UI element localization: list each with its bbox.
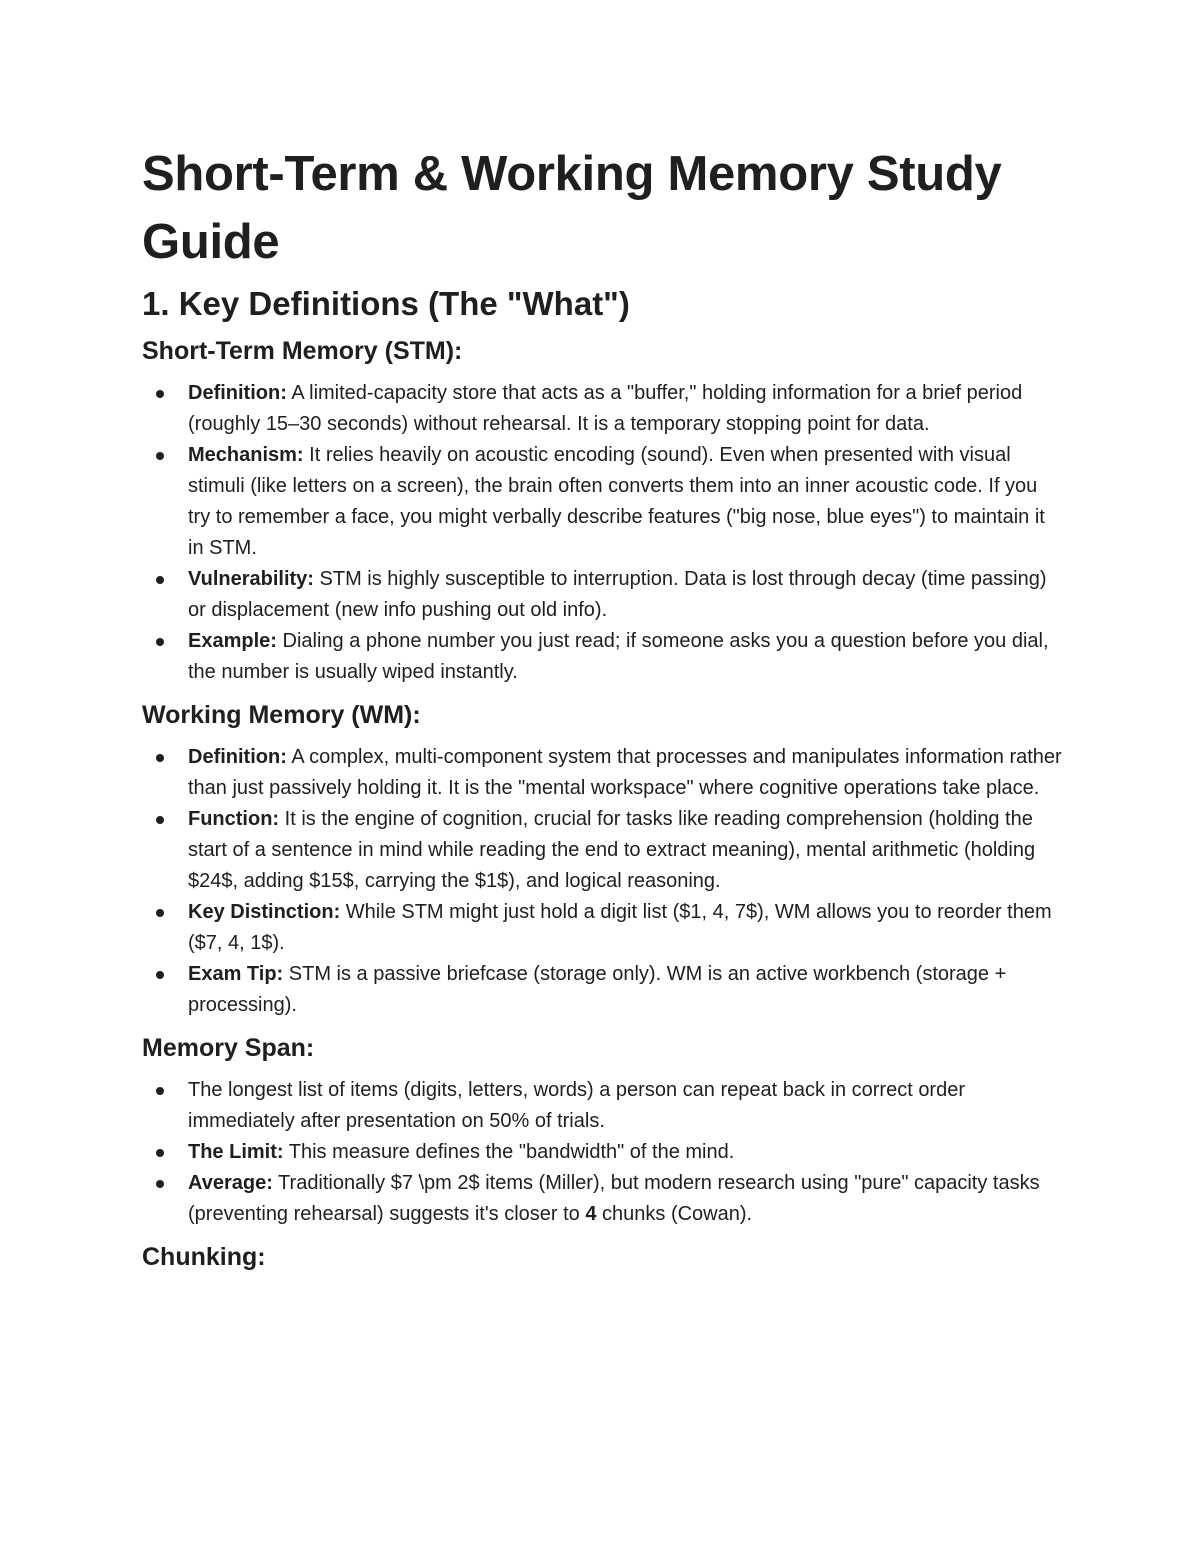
item-text: It is the engine of cognition, crucial for tasks like reading comprehension (holding the start of a sentence in mind while reading the end to extract meaning), mental arithmetic (holding $24$, adding $15$, carrying the $1$), and logical reasoning. bbox=[188, 808, 1036, 892]
item-bold-number: 4 bbox=[585, 1203, 597, 1225]
list-item bbox=[142, 378, 1062, 440]
item-text: It relies heavily on acoustic encoding (sound). Even when presented with visual stimuli (like letters on a screen), the brain often converts them into an inner acoustic code. If you try to remember a face, you might verbally describe features ("big nose, blue eyes") to maintain it in STM. bbox=[188, 444, 1045, 559]
item-text: STM is a passive briefcase (storage only). WM is an active workbench (storage + processing). bbox=[188, 963, 1007, 1016]
bullet-icon bbox=[156, 576, 164, 584]
subheading-memory-span: Memory Span: bbox=[142, 1034, 315, 1062]
item-label: Key Distinction: bbox=[188, 901, 341, 923]
item-text-tail: chunks (Cowan). bbox=[596, 1203, 753, 1225]
item-label: Definition: bbox=[188, 746, 287, 768]
bullet-icon bbox=[156, 452, 164, 460]
item-text: This measure defines the "bandwidth" of the mind. bbox=[283, 1141, 735, 1163]
list-item bbox=[142, 959, 1062, 1021]
item-label: Exam Tip: bbox=[188, 963, 284, 985]
item-label: Vulnerability: bbox=[188, 568, 314, 590]
item-text: While STM might just hold a digit list ($1, 4, 7$), WM allows you to reorder them ($7, 4, 1$). bbox=[188, 901, 1052, 954]
item-label: Definition: bbox=[188, 382, 287, 404]
item-text: STM is highly susceptible to interruption. Data is lost through decay (time passing) or displacement (new info pushing out old info). bbox=[188, 568, 1047, 621]
wm-list bbox=[142, 742, 1062, 1021]
bullet-icon bbox=[156, 816, 164, 824]
item-label: The Limit: bbox=[188, 1141, 284, 1163]
subheading-stm: Short-Term Memory (STM): bbox=[142, 337, 463, 365]
bullet-icon bbox=[156, 1149, 164, 1157]
bullet-icon bbox=[156, 754, 164, 762]
subheading-chunking: Chunking: bbox=[142, 1243, 266, 1271]
list-item bbox=[142, 440, 1062, 564]
list-item bbox=[142, 804, 1062, 897]
item-label: Mechanism: bbox=[188, 444, 304, 466]
bullet-icon bbox=[156, 1087, 164, 1095]
item-text: Traditionally $7 \pm 2$ items (Miller), but modern research using "pure" capacity tasks (preventing rehearsal) suggests it's closer to bbox=[188, 1172, 1040, 1225]
stm-list bbox=[142, 378, 1062, 688]
item-label: Example: bbox=[188, 630, 277, 652]
section-heading-key-definitions: 1. Key Definitions (The "What") bbox=[142, 285, 630, 322]
bullet-icon bbox=[156, 909, 164, 917]
list-item bbox=[142, 626, 1062, 688]
list-item bbox=[142, 742, 1062, 804]
bullet-icon bbox=[156, 638, 164, 646]
list-item bbox=[142, 1137, 1062, 1168]
item-label: Average: bbox=[188, 1172, 273, 1194]
subheading-wm: Working Memory (WM): bbox=[142, 701, 421, 729]
document-title: Short-Term & Working Memory Study Guide bbox=[142, 147, 1002, 269]
item-text: A complex, multi-component system that processes and manipulates information rather than just passively holding it. It is the "mental workspace" where cognitive operations take place. bbox=[188, 746, 1062, 799]
bullet-icon bbox=[156, 390, 164, 398]
list-item bbox=[142, 897, 1062, 959]
document-page bbox=[142, 140, 1062, 1284]
bullet-icon bbox=[156, 971, 164, 979]
item-text: A limited-capacity store that acts as a "buffer," holding information for a brief period (roughly 15–30 seconds) without rehearsal. It is a temporary stopping point for data. bbox=[188, 382, 1023, 435]
list-item bbox=[142, 1075, 1062, 1137]
bullet-icon bbox=[156, 1180, 164, 1188]
list-item bbox=[142, 1168, 1062, 1230]
list-item bbox=[142, 564, 1062, 626]
item-text: Dialing a phone number you just read; if someone asks you a question before you dial, the number is usually wiped instantly. bbox=[188, 630, 1049, 683]
span-list bbox=[142, 1075, 1062, 1230]
item-text: The longest list of items (digits, letters, words) a person can repeat back in correct order immediately after presentation on 50% of trials. bbox=[188, 1079, 966, 1132]
item-label: Function: bbox=[188, 808, 280, 830]
